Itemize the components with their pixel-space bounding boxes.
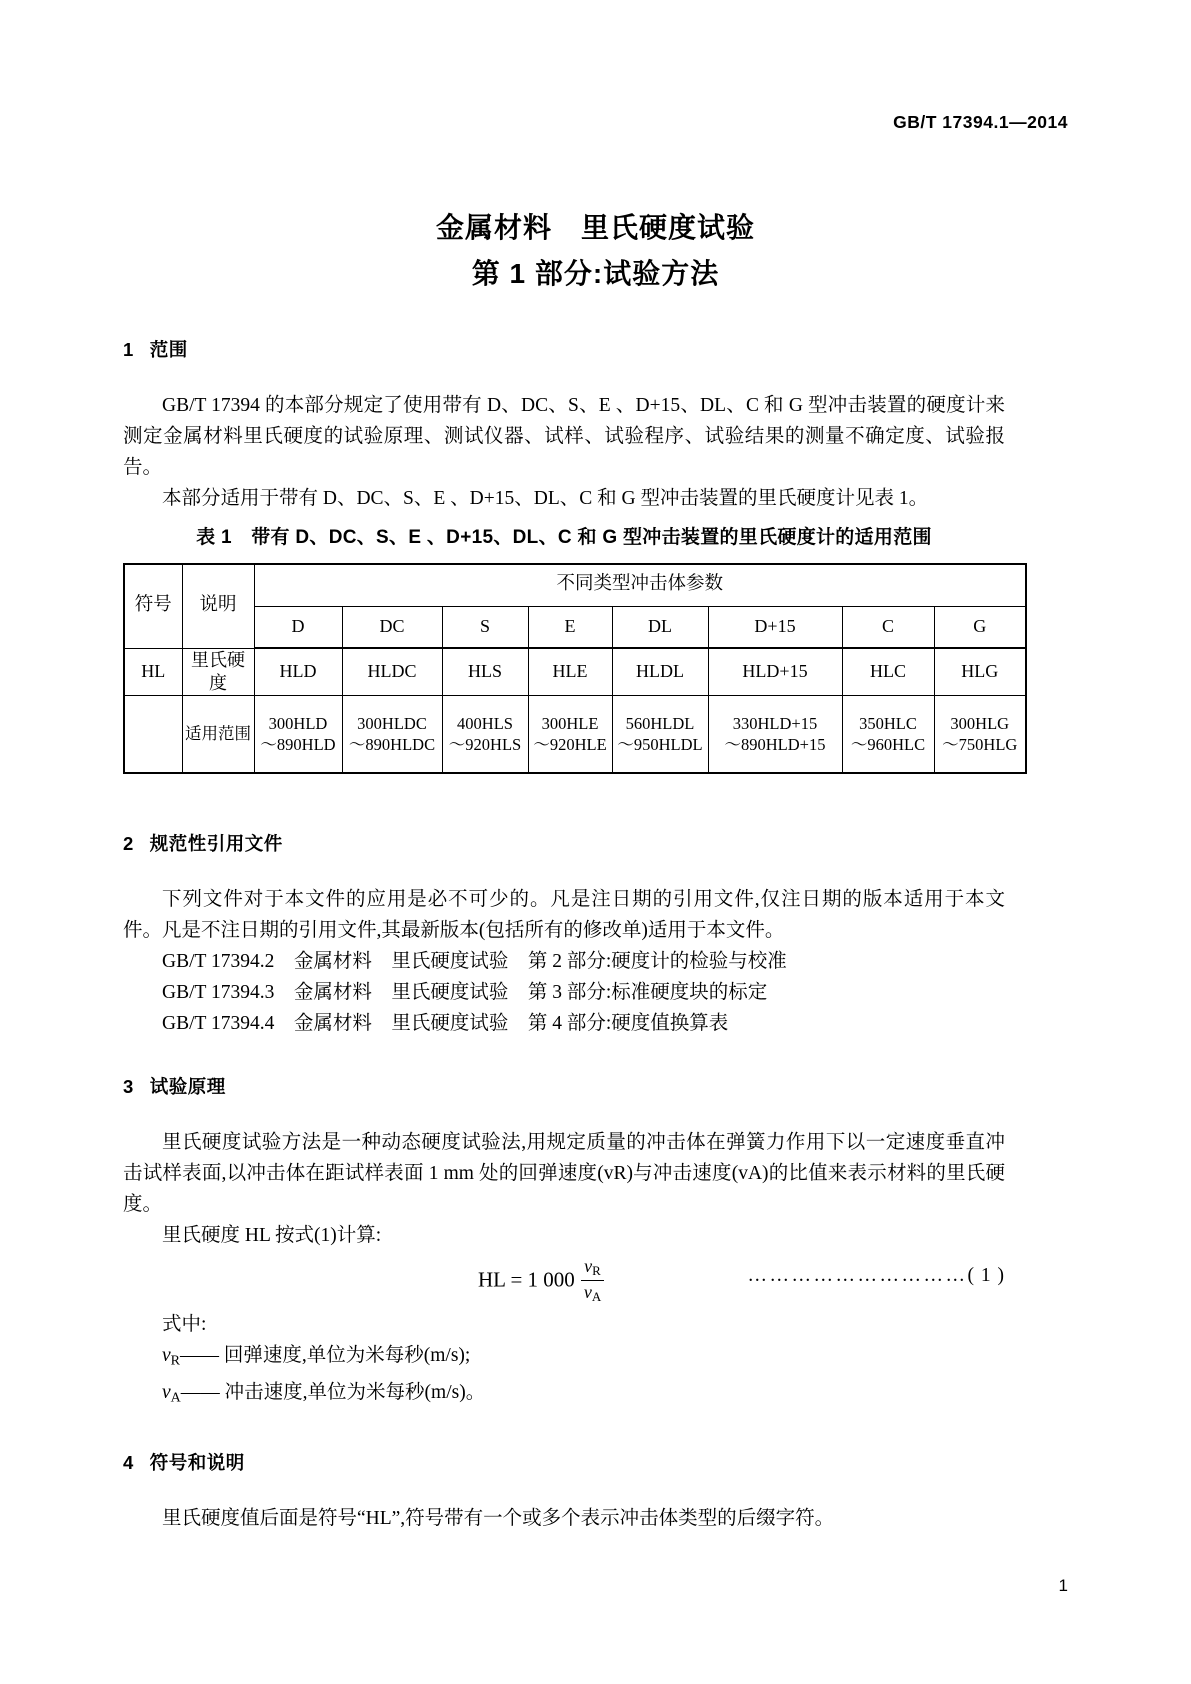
range-bottom-s: ～920HLS (448, 734, 522, 754)
range-top-c: 350HLC (859, 713, 917, 733)
row-hl-s: HLS (442, 648, 528, 695)
section-1-paragraph-2: 本部分适用于带有 D、DC、S、E 、D+15、DL、C 和 G 型冲击装置的里氏硬度计见表 1。 (162, 488, 929, 509)
leeb-hardness-range-table (123, 563, 1027, 774)
row-hl-symbol: HL (124, 648, 182, 695)
range-bottom-dl: ～950HLDL (617, 734, 703, 754)
section-4-number: 4 (123, 1452, 134, 1474)
formula-lhs: HL = 1 000 (478, 1267, 575, 1292)
row-range-e (528, 695, 612, 773)
row-hl-dc: HLDC (342, 648, 442, 695)
header-type-d15: D+15 (708, 606, 842, 648)
range-top-g: 300HLG (950, 713, 1010, 733)
row-range-g (934, 695, 1026, 773)
row-range-d15 (708, 695, 842, 773)
row-range-dl (612, 695, 708, 773)
section-heading-3 (123, 1073, 1005, 1099)
title-line-2: 第 1 部分:试验方法 (471, 258, 720, 289)
row-hl-d15: HLD+15 (708, 648, 842, 695)
document-body (123, 336, 1018, 1534)
reference-item-2: GB/T 17394.3 金属材料 里氏硬度试验 第 3 部分:标准硬度块的标定 (162, 982, 768, 1004)
row-hl-dl: HLDL (612, 648, 708, 695)
header-description: 说明 (182, 564, 254, 648)
row-range-dc (342, 695, 442, 773)
header-type-e: E (528, 606, 612, 648)
section-3-paragraph-1: 里氏硬度试验方法是一种动态硬度试验法,用规定质量的冲击体在弹簧力作用下以一定速度垂直冲击试样表面,以冲击体在距试样表面 1 mm 处的回弹速度(vR)与冲击速度(vA)的比值来表示材料的里氏硬度。 (123, 1132, 1005, 1216)
section-2-number: 2 (123, 833, 134, 855)
range-top-d: 300HLD (268, 713, 328, 733)
row-range-symbol (124, 695, 182, 773)
range-bottom-c: ～960HLC (850, 734, 926, 754)
row-hl-d: HLD (254, 648, 342, 695)
section-4-paragraph-1: 里氏硬度值后面是符号“HL”,符号带有一个或多个表示冲击体类型的后缀字符。 (162, 1508, 835, 1530)
section-heading-2 (123, 830, 1005, 856)
range-bottom-d15: ～890HLD+15 (724, 734, 826, 754)
table-header-types-row (124, 606, 1026, 648)
range-top-d15: 330HLD+15 (732, 713, 818, 733)
range-bottom-g: ～750HLG (942, 734, 1018, 754)
table-row (124, 695, 1026, 773)
section-1-title: 范围 (149, 339, 188, 360)
formula-block (123, 1251, 1005, 1309)
header-device-group: 不同类型冲击体参数 (254, 564, 1026, 606)
row-hl-desc: 里氏硬度 (182, 648, 254, 695)
formula-number: ( 1 ) (967, 1265, 1005, 1287)
range-top-dc: 300HLDC (357, 713, 427, 733)
table-caption: 表 1 带有 D、DC、S、E 、D+15、DL、C 和 G 型冲击装置的里氏硬度计的适用范围 (196, 527, 932, 548)
row-range-c (842, 695, 934, 773)
header-type-dl: DL (612, 606, 708, 648)
header-symbol: 符号 (124, 564, 182, 648)
table-header-group-row (124, 564, 1026, 606)
header-type-g: G (934, 606, 1026, 648)
row-range-d (254, 695, 342, 773)
row-range-desc: 适用范围 (182, 695, 254, 773)
formula-number-line (748, 1265, 1006, 1287)
section-2-paragraph-1: 下列文件对于本文件的应用是必不可少的。凡是注日期的引用文件,仅注日期的版本适用于本文件。凡是不注日期的引用文件,其最新版本(包括所有的修改单)适用于本文件。 (123, 889, 1005, 942)
formula-numerator: $v_R$ (581, 1256, 604, 1281)
table-row (124, 648, 1026, 695)
header-type-dc: DC (342, 606, 442, 648)
title-line-1: 金属材料 里氏硬度试验 (435, 212, 755, 243)
range-top-e: 300HLE (541, 713, 599, 733)
reference-item-3: GB/T 17394.4 金属材料 里氏硬度试验 第 4 部分:硬度值换算表 (162, 1013, 729, 1035)
range-top-s: 400HLS (457, 713, 513, 733)
formula-fraction (581, 1256, 604, 1305)
section-2-title: 规范性引用文件 (149, 833, 283, 855)
reference-item-1: GB/T 17394.2 金属材料 里氏硬度试验 第 2 部分:硬度计的检验与校准 (162, 951, 787, 973)
range-bottom-dc: ～890HLDC (348, 734, 436, 754)
section-3-number: 3 (123, 1076, 134, 1098)
running-header: GB/T 17394.1—2014 (893, 112, 1068, 132)
page-title (0, 205, 1191, 297)
header-type-d: D (254, 606, 342, 648)
where-label: 式中: (162, 1314, 207, 1336)
row-hl-e: HLE (528, 648, 612, 695)
formula-denominator: $v_A$ (583, 1282, 602, 1305)
range-bottom-d: ～890HLD (260, 734, 336, 754)
symbol-definition-2: $v_A——$ 冲击速度,单位为米每秒(m/s)。 (162, 1381, 486, 1406)
header-type-c: C (842, 606, 934, 648)
symbol-definition-1: $v_R——$ 回弹速度,单位为米每秒(m/s); (162, 1345, 471, 1369)
section-3-paragraph-2: 里氏硬度 HL 按式(1)计算: (162, 1225, 382, 1247)
hardness-formula (478, 1257, 604, 1306)
range-bottom-e: ～920HLE (533, 734, 607, 754)
section-1-number: 1 (123, 339, 134, 360)
header-type-s: S (442, 606, 528, 648)
section-heading-1 (123, 336, 1005, 362)
row-hl-c: HLC (842, 648, 934, 695)
section-1-paragraph-1: GB/T 17394 的本部分规定了使用带有 D、DC、S、E 、D+15、DL、C 和 G 型冲击装置的硬度计来测定金属材料里氏硬度的试验原理、测试仪器、试样、试验程序、试验结果的测量不确定度、试验报告。 (123, 395, 1005, 478)
range-top-dl: 560HLDL (625, 713, 695, 733)
section-3-title: 试验原理 (149, 1076, 226, 1098)
row-range-s (442, 695, 528, 773)
page-number: 1 (1058, 1576, 1068, 1595)
section-heading-4 (123, 1449, 1005, 1475)
section-4-title: 符号和说明 (149, 1452, 245, 1474)
row-hl-g: HLG (934, 648, 1026, 695)
formula-leader-dots: ………………………… (747, 1265, 968, 1287)
